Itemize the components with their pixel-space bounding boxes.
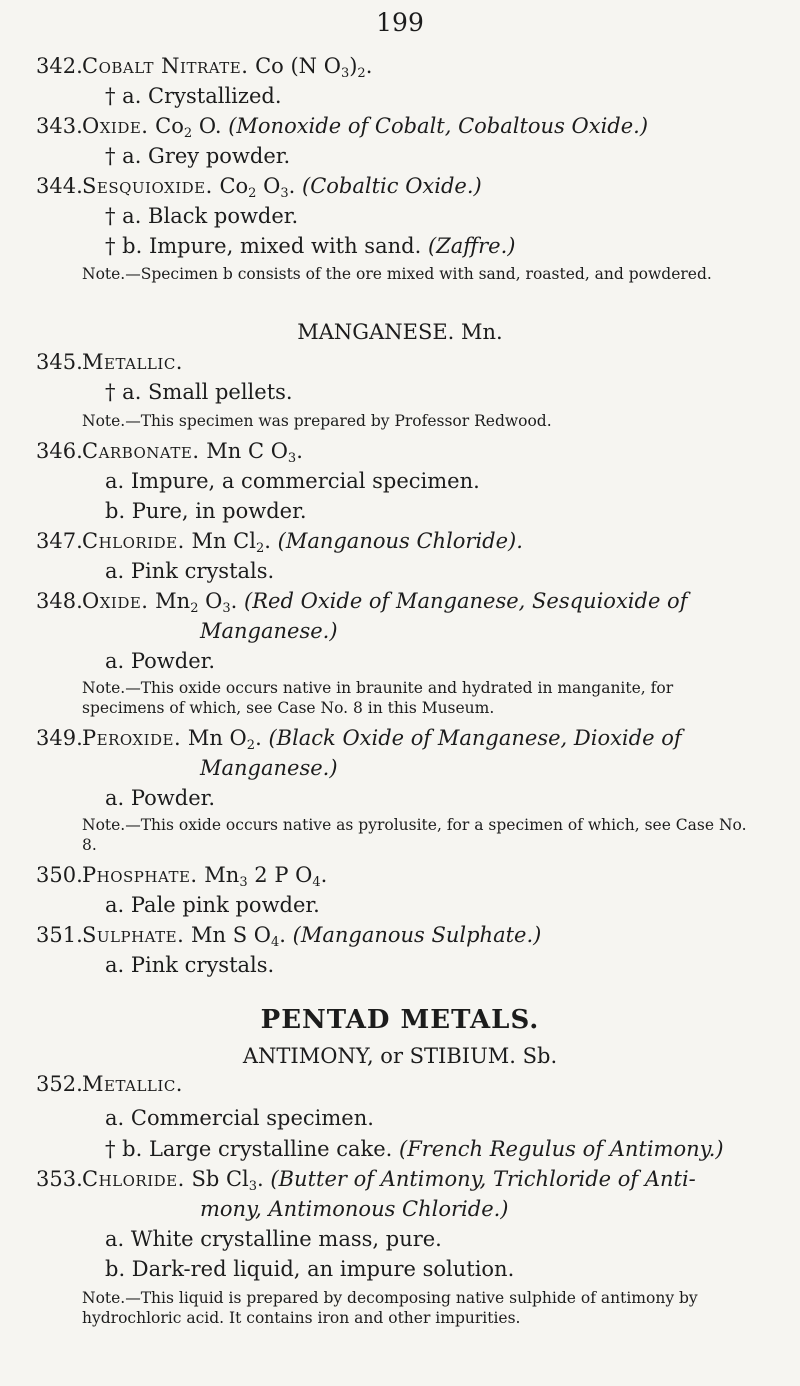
formula: Mn $Cl_2$. bbox=[191, 529, 271, 556]
entry-heading: Oxide. bbox=[82, 589, 149, 613]
entry-353 bbox=[36, 1165, 760, 1194]
formula: Sb $Cl_3$. bbox=[191, 1167, 264, 1194]
entry-number: 347. bbox=[36, 529, 83, 553]
note: Note.—This specimen was prepared by Professor Redwood. bbox=[82, 412, 552, 430]
note: Note.—This oxide occurs native as pyrolusite, for a specimen of which, see Case No. 8. bbox=[82, 816, 747, 854]
entry-heading: Oxide. bbox=[82, 114, 149, 138]
formula: Mn C $O_3$. bbox=[206, 439, 303, 466]
entry-number: 352. bbox=[36, 1072, 83, 1096]
synonyms: (Monoxide of Cobalt, Cobaltous Oxide.) bbox=[228, 114, 649, 138]
synonyms: (Butter of Antimony, Trichloride of Anti- bbox=[270, 1167, 696, 1191]
entry-heading: Sulphate. bbox=[82, 923, 185, 947]
entry-number: 349. bbox=[36, 726, 83, 750]
entry-number: 350. bbox=[36, 863, 83, 887]
specimen-line: b. Dark-red liquid, an impure solution. bbox=[105, 1257, 515, 1281]
specimen-line: † a. Black powder. bbox=[105, 204, 299, 228]
specimen-line: b. Pure, in powder. bbox=[105, 499, 307, 523]
specimen-line: † a. Small pellets. bbox=[105, 380, 293, 404]
entry-348 bbox=[36, 587, 760, 616]
formula: $Co_2$ O. bbox=[155, 114, 222, 141]
entry-heading: Chloride. bbox=[82, 529, 185, 553]
entry-343 bbox=[36, 112, 760, 141]
entry-345 bbox=[36, 348, 760, 376]
specimen-line: a. Pink crystals. bbox=[105, 559, 275, 583]
entry-number: 342. bbox=[36, 54, 83, 78]
formula: $Mn_3$ 2 P $O_4$. bbox=[204, 863, 328, 890]
specimen-text: † b. Impure, mixed with sand. bbox=[105, 234, 422, 258]
specimen-line: † a. Crystallized. bbox=[105, 84, 282, 108]
specimen-line: a. Impure, a commercial specimen. bbox=[105, 469, 480, 493]
specimen-line: a. Pale pink powder. bbox=[105, 893, 320, 917]
entry-number: 345. bbox=[36, 350, 83, 374]
entry-351 bbox=[36, 921, 760, 950]
page-number: 199 bbox=[376, 8, 424, 37]
entry-heading: Sesquioxide. bbox=[82, 174, 213, 198]
entry-number: 346. bbox=[36, 439, 83, 463]
subsection-heading: ANTIMONY, or STIBIUM. Sb. bbox=[242, 1044, 558, 1068]
formula: $Co_2$ $O_3$. bbox=[219, 174, 296, 201]
entry-number: 353. bbox=[36, 1167, 83, 1191]
note: Note.—This oxide occurs native in braunite and hydrated in manganite, for specimens of which, see Case No. 8 in this Museum. bbox=[82, 679, 674, 717]
note: Note.—Specimen b consists of the ore mixed with sand, roasted, and powdered. bbox=[82, 265, 712, 283]
entry-heading: Cobalt Nitrate. bbox=[82, 54, 249, 78]
synonyms: (French Regulus of Antimony.) bbox=[399, 1137, 724, 1161]
entry-heading: Metallic. bbox=[82, 1072, 183, 1096]
entry-349 bbox=[36, 724, 760, 753]
specimen-text: † b. Large crystalline cake. bbox=[105, 1137, 393, 1161]
entry-346 bbox=[36, 437, 760, 466]
synonyms: (Red Oxide of Manganese, Sesquioxide of bbox=[244, 589, 688, 613]
entry-heading: Metallic. bbox=[82, 350, 183, 374]
entry-350 bbox=[36, 861, 760, 890]
specimen-line: a. White crystalline mass, pure. bbox=[105, 1227, 442, 1251]
synonyms: (Zaffre.) bbox=[427, 234, 516, 258]
entry-344 bbox=[36, 172, 760, 201]
note: Note.—This liquid is prepared by decomposing native sulphide of antimony by hydrochloric acid. It contains iron and other impurities. bbox=[82, 1289, 698, 1327]
entry-number: 343. bbox=[36, 114, 83, 138]
formula: Mn $O_2$. bbox=[187, 726, 262, 753]
synonyms-continued: Manganese.) bbox=[200, 756, 338, 780]
section-heading: MANGANESE. Mn. bbox=[297, 320, 503, 344]
specimen-line: a. Powder. bbox=[105, 649, 216, 673]
synonyms: (Manganous Chloride). bbox=[277, 529, 523, 553]
entry-352 bbox=[36, 1070, 760, 1098]
specimen-line bbox=[105, 232, 760, 260]
specimen-line: a. Powder. bbox=[105, 786, 216, 810]
entry-heading: Phosphate. bbox=[82, 863, 198, 887]
entry-heading: Carbonate. bbox=[82, 439, 200, 463]
entry-heading: Chloride. bbox=[82, 1167, 185, 1191]
synonyms-continued: mony, Antimonous Chloride.) bbox=[200, 1197, 509, 1221]
formula: $Mn_2$ $O_3$. bbox=[155, 589, 238, 616]
synonyms: (Black Oxide of Manganese, Dioxide of bbox=[268, 726, 682, 750]
synonyms: (Manganous Sulphate.) bbox=[292, 923, 542, 947]
formula: Mn S $O_4$. bbox=[191, 923, 286, 950]
specimen-line: † a. Grey powder. bbox=[105, 144, 291, 168]
entry-number: 351. bbox=[36, 923, 83, 947]
specimen-line: a. Commercial specimen. bbox=[105, 1106, 374, 1130]
section-heading: PENTAD METALS. bbox=[260, 1005, 540, 1035]
entry-heading: Peroxide. bbox=[82, 726, 182, 750]
formula: Co (N $O_3)_2$. bbox=[255, 54, 373, 81]
synonyms: (Cobaltic Oxide.) bbox=[302, 174, 482, 198]
specimen-line: a. Pink crystals. bbox=[105, 953, 275, 977]
entry-number: 348. bbox=[36, 589, 83, 613]
synonyms-continued: Manganese.) bbox=[200, 619, 338, 643]
entry-347 bbox=[36, 527, 760, 556]
entry-number: 344. bbox=[36, 174, 83, 198]
specimen-line bbox=[105, 1135, 760, 1163]
entry-342 bbox=[36, 52, 760, 81]
